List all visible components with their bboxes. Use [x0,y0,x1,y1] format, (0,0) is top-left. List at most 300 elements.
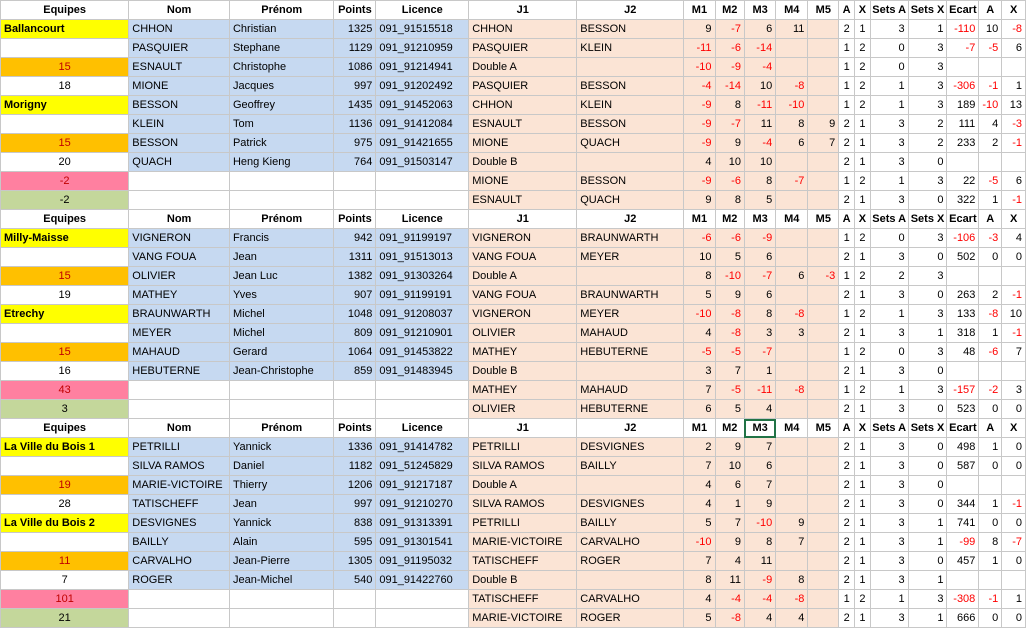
match-j1[interactable]: Double A [469,267,577,286]
delta-a[interactable]: -1 [979,590,1002,609]
score-m4[interactable] [776,438,808,457]
match-j2[interactable] [577,362,684,381]
score-m1[interactable]: 5 [684,286,715,305]
empty-cell[interactable] [334,172,376,191]
player-points[interactable]: 764 [334,153,376,172]
sets-x[interactable]: 3 [908,77,947,96]
player-licence[interactable]: 091_91301541 [376,533,469,552]
match-j2[interactable]: BESSON [577,115,684,134]
score-m2[interactable]: -6 [715,229,744,248]
result-a[interactable]: 1 [839,172,855,191]
ecart[interactable]: 318 [947,324,979,343]
empty-cell[interactable] [376,590,469,609]
match-j2[interactable] [577,58,684,77]
sets-a[interactable]: 3 [870,438,908,457]
match-j1[interactable]: PETRILLI [469,438,577,457]
player-points[interactable]: 942 [334,229,376,248]
delta-x[interactable]: -1 [1002,134,1026,153]
sets-a[interactable]: 0 [870,39,908,58]
delta-x[interactable]: -3 [1002,115,1026,134]
player-points[interactable]: 1435 [334,96,376,115]
match-j1[interactable]: MIONE [469,134,577,153]
sets-x[interactable]: 0 [908,457,947,476]
delta-x[interactable]: 0 [1002,248,1026,267]
sets-a[interactable]: 3 [870,609,908,628]
result-x[interactable]: 1 [855,552,871,571]
result-x[interactable]: 1 [855,115,871,134]
match-j1[interactable]: Double B [469,571,577,590]
result-a[interactable]: 2 [839,476,855,495]
score-m2[interactable]: -5 [715,343,744,362]
score-m3[interactable]: 6 [744,286,775,305]
sets-x[interactable]: 3 [908,39,947,58]
sets-x[interactable]: 3 [908,343,947,362]
empty-cell[interactable] [334,381,376,400]
score-m3[interactable]: -4 [744,58,775,77]
score-m1[interactable]: -9 [684,96,715,115]
result-x[interactable]: 1 [855,609,871,628]
player-licence[interactable]: 091_91503147 [376,153,469,172]
team-meta-value[interactable]: 43 [1,381,129,400]
match-j2[interactable]: DESVIGNES [577,495,684,514]
player-prenom[interactable]: Stephane [229,39,334,58]
player-licence[interactable]: 091_91210270 [376,495,469,514]
sets-a[interactable]: 0 [870,343,908,362]
score-m1[interactable]: 4 [684,324,715,343]
score-m3[interactable]: 7 [744,438,775,457]
match-j1[interactable]: MATHEY [469,381,577,400]
score-m4[interactable]: -8 [776,381,808,400]
player-prenom[interactable]: Christophe [229,58,334,77]
score-m5[interactable]: 7 [808,134,839,153]
delta-x[interactable] [1002,476,1026,495]
sets-x[interactable]: 3 [908,590,947,609]
empty-cell[interactable] [129,191,230,210]
score-m1[interactable]: 3 [684,362,715,381]
match-j1[interactable]: MARIE-VICTOIRE [469,609,577,628]
ecart[interactable]: 22 [947,172,979,191]
score-m2[interactable]: 7 [715,514,744,533]
result-a[interactable]: 1 [839,381,855,400]
delta-x[interactable]: 6 [1002,39,1026,58]
delta-x[interactable]: -1 [1002,286,1026,305]
sets-x[interactable]: 0 [908,362,947,381]
result-x[interactable]: 2 [855,343,871,362]
result-a[interactable]: 1 [839,96,855,115]
sets-a[interactable]: 1 [870,172,908,191]
player-nom[interactable]: MATHEY [129,286,230,305]
delta-a[interactable] [979,476,1002,495]
delta-a[interactable] [979,362,1002,381]
result-x[interactable]: 1 [855,514,871,533]
header-col-x[interactable]: X [855,419,871,438]
sets-x[interactable]: 3 [908,381,947,400]
score-m1[interactable]: 10 [684,248,715,267]
ecart[interactable]: 666 [947,609,979,628]
result-a[interactable]: 2 [839,495,855,514]
sets-x[interactable]: 0 [908,438,947,457]
score-m5[interactable] [808,286,839,305]
delta-x[interactable]: -8 [1002,20,1026,39]
player-licence[interactable]: 091_91199197 [376,229,469,248]
player-nom[interactable]: SILVA RAMOS [129,457,230,476]
delta-a[interactable]: 2 [979,286,1002,305]
player-nom[interactable]: MARIE-VICTOIRE [129,476,230,495]
match-j2[interactable]: KLEIN [577,39,684,58]
score-m2[interactable]: -8 [715,609,744,628]
header-col-m1[interactable]: M1 [684,1,715,20]
header-col-ecart[interactable]: Ecart [947,210,979,229]
score-m2[interactable]: -6 [715,39,744,58]
sets-a[interactable]: 1 [870,77,908,96]
score-m1[interactable]: 5 [684,609,715,628]
result-x[interactable]: 2 [855,267,871,286]
score-m3[interactable]: 11 [744,552,775,571]
delta-a[interactable]: 1 [979,552,1002,571]
team-meta-value[interactable]: 16 [1,362,129,381]
header-col-x2[interactable]: X [1002,1,1026,20]
score-m2[interactable]: 9 [715,134,744,153]
player-nom[interactable]: MEYER [129,324,230,343]
score-m1[interactable]: -9 [684,172,715,191]
delta-x[interactable]: 7 [1002,343,1026,362]
score-m4[interactable] [776,343,808,362]
player-nom[interactable]: KLEIN [129,115,230,134]
score-m3[interactable]: 8 [744,533,775,552]
header-col-a2[interactable]: A [979,419,1002,438]
player-nom[interactable]: PETRILLI [129,438,230,457]
score-m1[interactable]: -11 [684,39,715,58]
team-a-name[interactable]: Ballancourt [1,20,129,39]
header-col-m2[interactable]: M2 [715,419,744,438]
player-prenom[interactable]: Jean-Christophe [229,362,334,381]
score-m3[interactable]: 4 [744,400,775,419]
score-m2[interactable]: -10 [715,267,744,286]
sets-a[interactable]: 3 [870,153,908,172]
delta-a[interactable]: -5 [979,39,1002,58]
score-m5[interactable] [808,20,839,39]
sets-a[interactable]: 3 [870,248,908,267]
score-m4[interactable] [776,400,808,419]
match-j2[interactable]: HEBUTERNE [577,400,684,419]
sets-x[interactable]: 2 [908,115,947,134]
score-m5[interactable] [808,191,839,210]
team-meta-value[interactable]: 15 [1,343,129,362]
player-licence[interactable]: 091_91202492 [376,77,469,96]
empty-cell[interactable] [229,172,334,191]
player-prenom[interactable]: Jean-Pierre [229,552,334,571]
sets-x[interactable]: 1 [908,20,947,39]
ecart[interactable]: 322 [947,191,979,210]
team-meta-value[interactable]: 20 [1,153,129,172]
header-col-m2[interactable]: M2 [715,210,744,229]
score-m3[interactable]: -11 [744,381,775,400]
score-m3[interactable]: -7 [744,267,775,286]
ecart[interactable]: 48 [947,343,979,362]
result-a[interactable]: 2 [839,362,855,381]
ecart[interactable]: -308 [947,590,979,609]
sets-a[interactable]: 3 [870,533,908,552]
match-j2[interactable]: BAILLY [577,457,684,476]
ecart[interactable] [947,476,979,495]
ecart[interactable]: 263 [947,286,979,305]
ecart[interactable]: -110 [947,20,979,39]
empty-cell[interactable] [1,457,129,476]
empty-cell[interactable] [129,590,230,609]
player-prenom[interactable]: Tom [229,115,334,134]
result-x[interactable]: 2 [855,229,871,248]
delta-x[interactable] [1002,58,1026,77]
match-j2[interactable]: ROGER [577,552,684,571]
header-col-ecart[interactable]: Ecart [947,1,979,20]
player-prenom[interactable]: Michel [229,305,334,324]
score-m3[interactable]: -9 [744,229,775,248]
header-col-nom[interactable]: Nom [129,1,230,20]
score-m1[interactable]: -10 [684,58,715,77]
result-x[interactable]: 1 [855,457,871,476]
ecart[interactable]: -99 [947,533,979,552]
team-meta-value[interactable]: 21 [1,609,129,628]
player-points[interactable]: 595 [334,533,376,552]
player-licence[interactable]: 091_91210959 [376,39,469,58]
sets-x[interactable]: 0 [908,153,947,172]
player-prenom[interactable]: Christian [229,20,334,39]
match-j2[interactable]: CARVALHO [577,590,684,609]
sets-a[interactable]: 3 [870,20,908,39]
empty-cell[interactable] [334,400,376,419]
score-m4[interactable]: 4 [776,609,808,628]
result-a[interactable]: 1 [839,343,855,362]
match-j1[interactable]: SILVA RAMOS [469,495,577,514]
ecart[interactable] [947,267,979,286]
score-m3[interactable]: 6 [744,248,775,267]
player-points[interactable]: 809 [334,324,376,343]
player-prenom[interactable]: Yves [229,286,334,305]
match-j1[interactable]: TATISCHEFF [469,590,577,609]
score-m4[interactable]: 8 [776,115,808,134]
score-m2[interactable]: 10 [715,153,744,172]
team-meta-value[interactable]: 11 [1,552,129,571]
delta-a[interactable]: 0 [979,514,1002,533]
score-m5[interactable] [808,153,839,172]
score-m5[interactable] [808,381,839,400]
team-meta-value[interactable]: 7 [1,571,129,590]
score-m2[interactable]: -9 [715,58,744,77]
player-points[interactable]: 1325 [334,20,376,39]
delta-a[interactable] [979,58,1002,77]
player-points[interactable]: 1311 [334,248,376,267]
sets-a[interactable]: 3 [870,514,908,533]
player-points[interactable]: 540 [334,571,376,590]
ecart[interactable]: 233 [947,134,979,153]
header-col-x[interactable]: X [855,210,871,229]
delta-a[interactable] [979,571,1002,590]
sets-a[interactable]: 3 [870,571,908,590]
team-meta-value[interactable]: 15 [1,134,129,153]
empty-cell[interactable] [229,400,334,419]
score-m2[interactable]: 11 [715,571,744,590]
score-m4[interactable] [776,248,808,267]
delta-a[interactable]: -6 [979,343,1002,362]
score-m5[interactable] [808,362,839,381]
player-licence[interactable]: 091_91483945 [376,362,469,381]
delta-x[interactable]: 0 [1002,609,1026,628]
sets-a[interactable]: 0 [870,58,908,77]
result-x[interactable]: 2 [855,305,871,324]
player-nom[interactable]: MIONE [129,77,230,96]
team-meta-value[interactable]: 101 [1,590,129,609]
result-x[interactable]: 1 [855,400,871,419]
score-m1[interactable]: 8 [684,267,715,286]
delta-a[interactable]: 8 [979,533,1002,552]
team-meta-value[interactable]: 15 [1,58,129,77]
header-col-sets-a[interactable]: Sets A [870,419,908,438]
match-j2[interactable]: BESSON [577,172,684,191]
player-licence[interactable]: 091_91210901 [376,324,469,343]
score-m5[interactable] [808,476,839,495]
score-m4[interactable] [776,457,808,476]
player-nom[interactable]: DESVIGNES [129,514,230,533]
score-m1[interactable]: -4 [684,77,715,96]
score-m3[interactable]: 3 [744,324,775,343]
sets-a[interactable]: 3 [870,552,908,571]
score-m3[interactable]: 6 [744,457,775,476]
player-points[interactable]: 1336 [334,438,376,457]
empty-cell[interactable] [334,590,376,609]
match-j2[interactable] [577,476,684,495]
player-prenom[interactable]: Yannick [229,438,334,457]
sets-x[interactable]: 1 [908,571,947,590]
score-m2[interactable]: -5 [715,381,744,400]
delta-a[interactable]: -8 [979,305,1002,324]
empty-cell[interactable] [229,609,334,628]
player-prenom[interactable]: Michel [229,324,334,343]
delta-x[interactable]: 3 [1002,381,1026,400]
delta-x[interactable] [1002,267,1026,286]
header-col-j1[interactable]: J1 [469,419,577,438]
match-j1[interactable]: PETRILLI [469,514,577,533]
player-prenom[interactable]: Francis [229,229,334,248]
score-m4[interactable] [776,476,808,495]
player-prenom[interactable]: Daniel [229,457,334,476]
empty-cell[interactable] [1,533,129,552]
player-points[interactable]: 1382 [334,267,376,286]
player-prenom[interactable]: Yannick [229,514,334,533]
player-prenom[interactable]: Thierry [229,476,334,495]
player-nom[interactable]: PASQUIER [129,39,230,58]
score-m4[interactable] [776,495,808,514]
result-x[interactable]: 2 [855,590,871,609]
header-col-nom[interactable]: Nom [129,419,230,438]
score-m3[interactable]: 11 [744,115,775,134]
score-m3[interactable]: -10 [744,514,775,533]
score-m4[interactable]: -8 [776,77,808,96]
match-j1[interactable]: OLIVIER [469,324,577,343]
score-m2[interactable]: 9 [715,438,744,457]
ecart[interactable] [947,571,979,590]
result-a[interactable]: 2 [839,134,855,153]
header-col-sets-x[interactable]: Sets X [908,419,947,438]
score-m4[interactable] [776,191,808,210]
delta-x[interactable]: -1 [1002,324,1026,343]
header-col-m2[interactable]: M2 [715,1,744,20]
delta-a[interactable]: -2 [979,381,1002,400]
match-j1[interactable]: VANG FOUA [469,286,577,305]
sets-a[interactable]: 3 [870,286,908,305]
empty-cell[interactable] [376,381,469,400]
team-meta-value[interactable]: -2 [1,191,129,210]
score-m2[interactable]: 9 [715,286,744,305]
score-m1[interactable]: 2 [684,438,715,457]
sets-x[interactable]: 3 [908,96,947,115]
player-licence[interactable]: 091_91515518 [376,20,469,39]
header-col-m4[interactable]: M4 [776,419,808,438]
sets-a[interactable]: 1 [870,381,908,400]
match-j1[interactable]: OLIVIER [469,400,577,419]
delta-a[interactable]: 2 [979,134,1002,153]
result-a[interactable]: 2 [839,324,855,343]
match-j2[interactable]: HEBUTERNE [577,343,684,362]
sets-x[interactable]: 3 [908,229,947,248]
result-x[interactable]: 2 [855,96,871,115]
score-m2[interactable]: -4 [715,590,744,609]
score-m3[interactable]: -7 [744,343,775,362]
delta-x[interactable]: 10 [1002,305,1026,324]
sets-a[interactable]: 3 [870,191,908,210]
match-j2[interactable]: BRAUNWARTH [577,229,684,248]
score-m1[interactable]: 9 [684,191,715,210]
match-j2[interactable]: BRAUNWARTH [577,286,684,305]
player-points[interactable]: 1206 [334,476,376,495]
score-m5[interactable] [808,457,839,476]
score-m5[interactable] [808,590,839,609]
sets-x[interactable]: 1 [908,609,947,628]
player-licence[interactable]: 091_91217187 [376,476,469,495]
score-m5[interactable] [808,77,839,96]
result-a[interactable]: 1 [839,58,855,77]
ecart[interactable]: 498 [947,438,979,457]
header-col-prenom[interactable]: Prénom [229,419,334,438]
score-m3[interactable]: -9 [744,571,775,590]
score-m3[interactable]: 5 [744,191,775,210]
match-j1[interactable]: Double B [469,362,577,381]
player-nom[interactable]: BAILLY [129,533,230,552]
score-m1[interactable]: 4 [684,476,715,495]
sets-x[interactable]: 3 [908,305,947,324]
result-x[interactable]: 1 [855,286,871,305]
team-b-name[interactable]: La Ville du Bois 2 [1,514,129,533]
match-j2[interactable]: MEYER [577,305,684,324]
match-j2[interactable]: MAHAUD [577,324,684,343]
score-m5[interactable] [808,96,839,115]
score-m5[interactable] [808,305,839,324]
result-a[interactable]: 2 [839,400,855,419]
sets-x[interactable]: 1 [908,533,947,552]
team-b-name[interactable]: Morigny [1,96,129,115]
result-a[interactable]: 2 [839,571,855,590]
score-m2[interactable]: 8 [715,191,744,210]
score-m4[interactable]: 6 [776,267,808,286]
score-m2[interactable]: 8 [715,96,744,115]
header-col-points[interactable]: Points [334,210,376,229]
player-nom[interactable]: BESSON [129,134,230,153]
delta-x[interactable]: 13 [1002,96,1026,115]
team-meta-value[interactable]: 28 [1,495,129,514]
result-x[interactable]: 1 [855,533,871,552]
delta-x[interactable]: 0 [1002,552,1026,571]
match-j2[interactable]: KLEIN [577,96,684,115]
delta-a[interactable]: 1 [979,438,1002,457]
